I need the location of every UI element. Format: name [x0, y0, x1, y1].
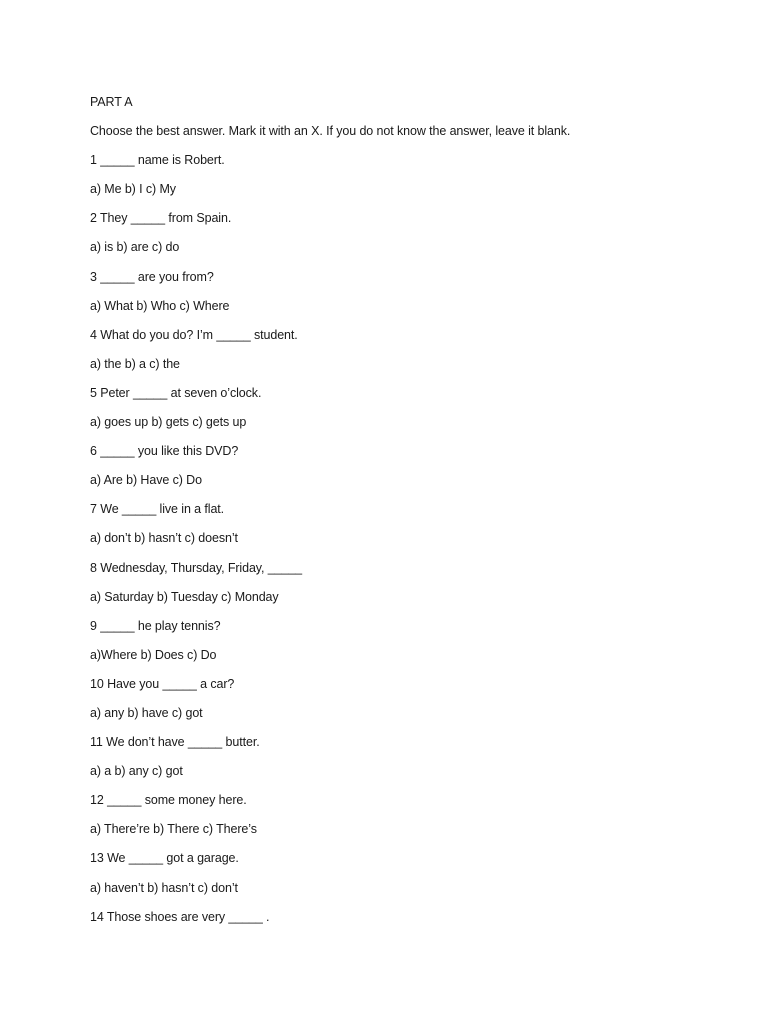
- instructions: Choose the best answer. Mark it with an X. If you do not know the answer, leave it blank.: [90, 124, 571, 139]
- question-5-options: a) goes up b) gets c) gets up: [90, 415, 247, 430]
- question-10-prompt: 10 Have you _____ a car?: [90, 676, 235, 691]
- question-13-options: a) haven’t b) hasn’t c) don’t: [90, 880, 238, 895]
- question-6-prompt: 6 _____ you like this DVD?: [90, 444, 239, 459]
- question-8-prompt: 8 Wednesday, Thursday, Friday, _____: [90, 560, 303, 575]
- question-7-options: a) don’t b) hasn’t c) doesn’t: [90, 531, 238, 546]
- question-11-options: a) a b) any c) got: [90, 764, 183, 779]
- question-1-prompt: 1 _____ name is Robert.: [90, 153, 225, 168]
- question-12-options: a) There’re b) There c) There’s: [90, 822, 257, 837]
- question-8-options: a) Saturday b) Tuesday c) Monday: [90, 589, 279, 604]
- question-9-prompt: 9 _____ he play tennis?: [90, 618, 221, 633]
- question-2-prompt: 2 They _____ from Spain.: [90, 211, 232, 226]
- question-9-options: a)Where b) Does c) Do: [90, 647, 217, 662]
- question-10-options: a) any b) have c) got: [90, 705, 203, 720]
- question-3-options: a) What b) Who c) Where: [90, 298, 230, 313]
- quiz-content: [90, 93, 730, 937]
- question-6-options: a) Are b) Have c) Do: [90, 473, 202, 488]
- question-3-prompt: 3 _____ are you from?: [90, 269, 214, 284]
- question-14-prompt: 14 Those shoes are very _____ .: [90, 909, 270, 924]
- part-heading: PART A: [90, 95, 133, 109]
- question-4-options: a) the b) a c) the: [90, 356, 180, 371]
- question-1-options: a) Me b) I c) My: [90, 182, 176, 197]
- question-4-prompt: 4 What do you do? I’m _____ student.: [90, 327, 298, 342]
- question-7-prompt: 7 We _____ live in a flat.: [90, 502, 225, 517]
- question-12-prompt: 12 _____ some money here.: [90, 793, 247, 808]
- question-11-prompt: 11 We don’t have _____ butter.: [90, 735, 260, 750]
- question-2-options: a) is b) are c) do: [90, 240, 180, 255]
- question-5-prompt: 5 Peter _____ at seven o’clock.: [90, 385, 262, 400]
- question-13-prompt: 13 We _____ got a garage.: [90, 851, 239, 866]
